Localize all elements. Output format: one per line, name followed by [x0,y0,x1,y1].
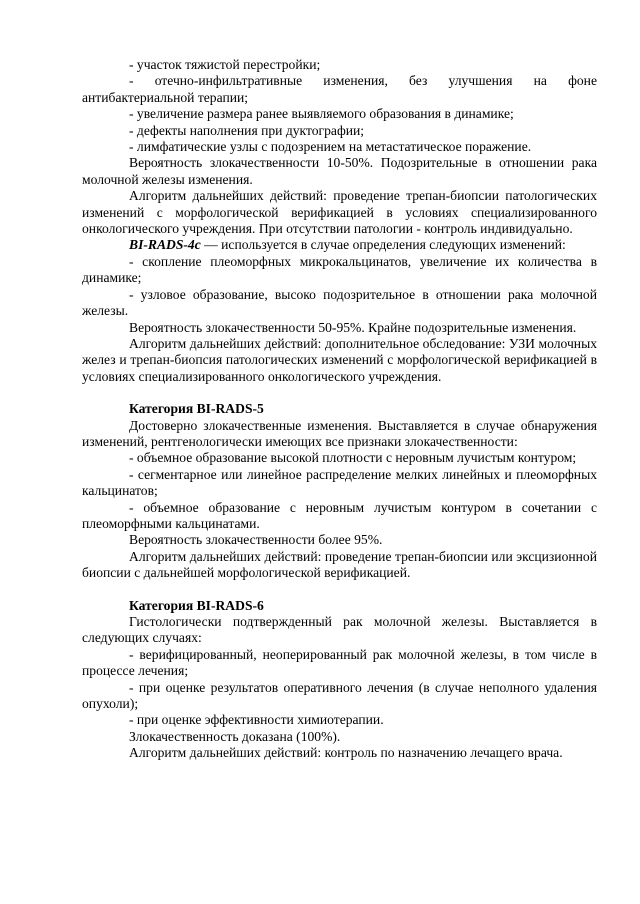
paragraph: Алгоритм дальнейших действий: проведение трепан-биопсии патологических изменений с морфологической верификацией в условиях специализированного онкологического учреждения. При отсутствии патологии - контроль индивидуально. [82,188,597,237]
paragraph: Вероятность злокачественности более 95%. [129,532,383,548]
list-item: - при оценке результатов оперативного лечения (в случае неполного удаления опухоли); [82,679,597,712]
list-item: - увеличение размера ранее выявляемого образования в динамике; [129,106,514,122]
paragraph: Гистологически подтвержденный рак молочной железы. Выставляется в следующих случаях: [82,614,597,646]
list-item: - лимфатические узлы с подозрением на метастатическое поражение. [129,139,532,155]
paragraph: Злокачественность доказана (100%). [129,728,341,744]
list-item: - узловое образование, высоко подозрительное в отношении рака молочной железы. [82,286,597,319]
section-heading-birads-5: Категория BI-RADS-5 [129,401,264,417]
list-item: - отечно-инфильтративные изменения, без улучшения на фоне антибактериальной терапии; [82,73,597,105]
list-item: - при оценке эффективности химиотерапии. [129,712,384,728]
paragraph: Вероятность злокачественности 10-50%. Подозрительные в отношении рака молочной железы изменения. [82,155,597,187]
list-item: - участок тяжистой перестройки; [129,57,321,72]
paragraph: Достоверно злокачественные изменения. Выставляется в случае обнаружения изменений, рентгенологически имеющих все признаки злокачественности: [82,417,597,449]
paragraph: Алгоритм дальнейших действий: дополнительное обследование: УЗИ молочных желез и трепан-биопсия патологических изменений с морфологической верификацией в условиях специализированного онкологического учреждения. [82,335,597,384]
birads-4c-term: BI-RADS-4c [129,237,201,253]
list-item: - скопление плеоморфных микрокальцинатов, увеличение их количества в динамике; [82,253,597,286]
document-page [82,57,597,762]
list-item: - объемное образование с неровным лучистым контуром в сочетании с плеоморфными кальцинатами. [82,499,597,531]
list-item: - верифицированный, неоперированный рак молочной железы, в том числе в процессе лечения; [82,646,597,679]
birads-4c-text: — используется в случае определения следующих изменений: [200,237,566,253]
section-heading-birads-6: Категория BI-RADS-6 [129,597,264,613]
paragraph: Алгоритм дальнейших действий: проведение трепан-биопсии или эксцизионной биопсии с дальнейшей морфологической верификацией. [82,548,597,581]
list-item: - сегментарное или линейное распределение мелких линейных и плеоморфных кальцинатов; [82,466,597,499]
list-item: - дефекты наполнения при дуктографии; [129,122,365,138]
paragraph: Алгоритм дальнейших действий: контроль по назначению лечащего врача. [129,745,563,761]
paragraph: Вероятность злокачественности 50-95%. Крайне подозрительные изменения. [129,319,577,335]
list-item: - объемное образование высокой плотности с неровным лучистым контуром; [129,450,577,466]
paragraph-birads-4c [82,237,597,253]
